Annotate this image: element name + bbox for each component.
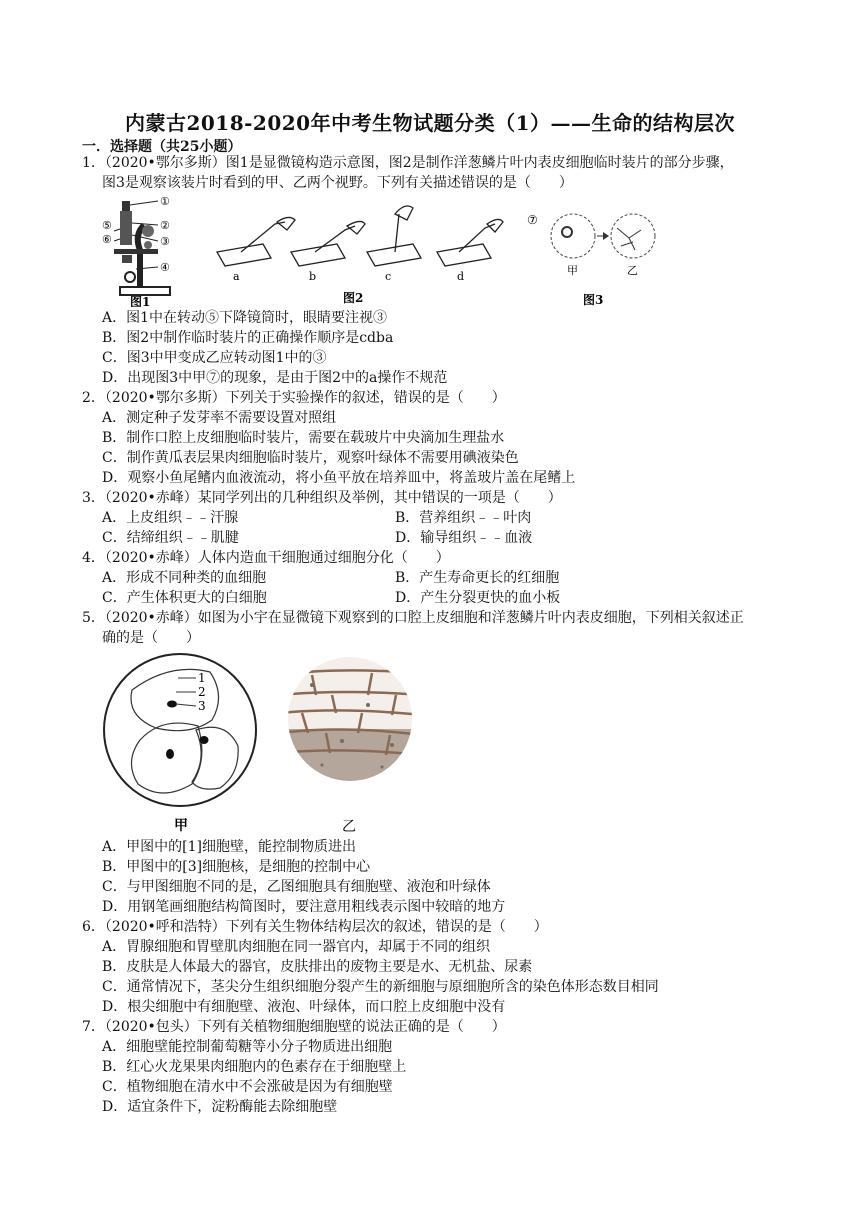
question-3-option-a: A．上皮组织﹣﹣汗腺: [102, 510, 239, 526]
fig1-label-4: ④: [160, 261, 170, 274]
question-4-option-d: D．产生分裂更快的血小板: [395, 590, 561, 606]
fig1-label-2: ②: [160, 219, 170, 232]
question-5-option-b: B．甲图中的[3]细胞核，是细胞的控制中心: [102, 859, 371, 875]
question-2-stem: 2．（2020•鄂尔多斯）下列关于实验操作的叙述，错误的是（ ）: [82, 390, 506, 406]
question-4-option-b: B．产生寿命更长的红细胞: [395, 570, 560, 586]
cheek-label-3: 3: [198, 699, 206, 713]
question-1-option-c: C．图3中甲变成乙应转动图1中的③: [102, 350, 327, 366]
question-6-option-c: C．通常情况下，茎尖分生组织细胞分裂产生的新细胞与原细胞所含的染色体形态数目相同: [102, 979, 659, 995]
question-3-option-c: C．结缔组织﹣﹣肌腱: [102, 530, 239, 546]
question-7-option-c: C．植物细胞在清水中不会涨破是因为有细胞壁: [102, 1079, 393, 1095]
fig2-caption: 图2: [343, 291, 364, 305]
question-3-option-b: B．营养组织﹣﹣叶肉: [395, 510, 532, 526]
fig2-label-b: b: [309, 270, 317, 283]
microscope-figure: [100, 195, 190, 307]
fig1-label-6: ⑥: [102, 233, 112, 246]
question-5-option-c: C．与甲图细胞不同的是，乙图细胞具有细胞壁、液泡和叶绿体: [102, 879, 491, 895]
question-5-option-a: A．甲图中的[1]细胞壁，能控制物质进出: [102, 839, 356, 855]
question-2-option-a: A．测定种子发芽率不需要设置对照组: [102, 410, 337, 426]
fig3-caption: 图3: [583, 293, 604, 307]
question-7-option-a: A．细胞壁能控制葡萄糖等小分子物质进出细胞: [102, 1039, 393, 1055]
question-4-option-a: A．形成不同种类的血细胞: [102, 570, 267, 586]
question-2-option-d: D．观察小鱼尾鳍内血液流动，将小鱼平放在培养皿中，将盖玻片盖在尾鳍上: [102, 470, 576, 486]
cheek-label-1: 1: [198, 671, 206, 685]
question-6-option-b: B．皮肤是人体最大的器官，皮肤排出的废物主要是水、无机盐、尿素: [102, 959, 533, 975]
cheek-label-2: 2: [198, 685, 206, 699]
question-7-option-b: B．红心火龙果果肉细胞内的色素存在于细胞壁上: [102, 1059, 407, 1075]
question-2-option-c: C．制作黄瓜表层果肉细胞临时装片，观察叶绿体不需要用碘液染色: [102, 450, 519, 466]
question-3-stem: 3．（2020•赤峰）某同学列出的几种组织及举例，其中错误的一项是（ ）: [82, 490, 562, 506]
question-1-option-b: B．图2中制作临时装片的正确操作顺序是cdba: [102, 330, 394, 346]
question-1-option-d: D．出现图3中甲⑦的现象，是由于图2中的a操作不规范: [102, 370, 448, 386]
document-title: 内蒙古2018-2020年中考生物试题分类（1）——生命的结构层次: [124, 111, 736, 135]
section-heading: 一．选择题（共25小题）: [82, 139, 242, 155]
question-7-option-d: D．适宜条件下，淀粉酶能去除细胞壁: [102, 1099, 338, 1115]
question-1-option-a: A．图1中在转动⑤下降镜筒时，眼睛要注视③: [102, 310, 388, 326]
question-6-option-d: D．根尖细胞中有细胞壁、液泡、叶绿体，而口腔上皮细胞中没有: [102, 999, 506, 1015]
fig2-label-a: a: [233, 270, 240, 283]
question-1-stem-cont: 图3是观察该装片时看到的甲、乙两个视野。下列有关描述错误的是（ ）: [102, 175, 573, 191]
question-3-option-d: D．输导组织﹣﹣血液: [395, 530, 533, 546]
question-6-option-a: A．胃腺细胞和胃壁肌肉细胞在同一器官内，却属于不同的组织: [102, 939, 491, 955]
onion-cells-figure: [272, 655, 432, 835]
question-5-stem-cont: 确的是（ ）: [102, 630, 200, 646]
question-4-option-c: C．产生体积更大的白细胞: [102, 590, 267, 606]
fig3-label-jia: 甲: [567, 264, 578, 277]
question-1-stem: 1．（2020•鄂尔多斯）图1是显微镜构造示意图，图2是制作洋葱鳞片叶内表皮细胞临时装片的部分步骤，: [82, 155, 734, 171]
fig1-label-1: ①: [160, 195, 170, 208]
onion-caption: 乙: [342, 819, 356, 835]
fig3-label-yi: 乙: [627, 264, 638, 277]
fig3-label-7: ⑦: [527, 213, 538, 227]
fig1-caption: 图1: [130, 295, 151, 307]
fig1-label-3: ③: [160, 235, 170, 248]
slide-steps-figure: [215, 200, 505, 307]
cheek-cells-figure: [100, 650, 260, 835]
question-4-stem: 4．（2020•赤峰）人体内造血干细胞通过细胞分化（ ）: [82, 550, 450, 566]
question-5-option-d: D．用钢笔画细胞结构简图时，要注意用粗线表示图中较暗的地方: [102, 899, 506, 915]
question-5-stem: 5．（2020•赤峰）如图为小宇在显微镜下观察到的口腔上皮细胞和洋葱鳞片叶内表皮细胞，下列相关叙述正: [82, 610, 744, 626]
fig2-label-c: c: [385, 270, 392, 283]
fig2-label-d: d: [457, 270, 465, 283]
cheek-caption: 甲: [174, 818, 188, 834]
question-7-stem: 7．（2020•包头）下列有关植物细胞细胞壁的说法正确的是（ ）: [82, 1019, 506, 1035]
question-2-option-b: B．制作口腔上皮细胞临时装片，需要在载玻片中央滴加生理盐水: [102, 430, 505, 446]
fig1-label-5: ⑤: [102, 219, 112, 232]
question-6-stem: 6．（2020•呼和浩特）下列有关生物体结构层次的叙述，错误的是（ ）: [82, 919, 548, 935]
fields-of-view-figure: [525, 210, 660, 307]
